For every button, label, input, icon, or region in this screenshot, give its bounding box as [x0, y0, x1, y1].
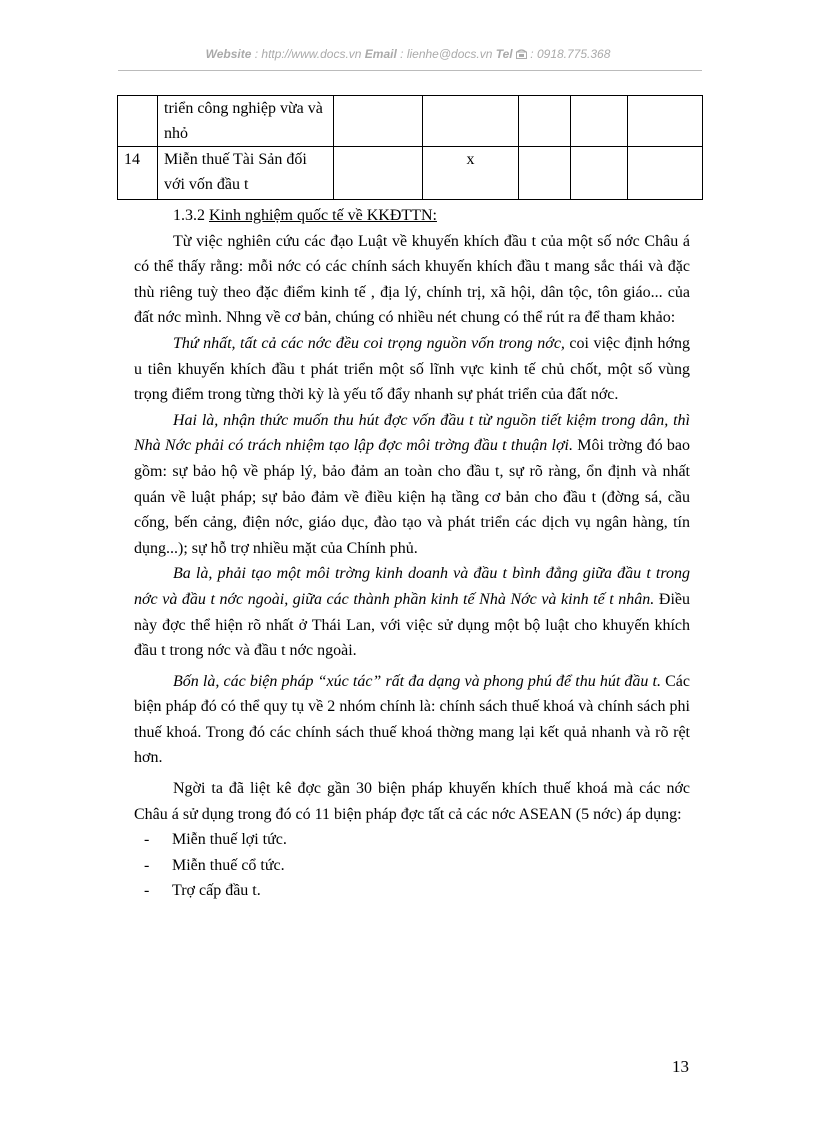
table-cell-text: triển công nghiệp vừa và nhỏ: [158, 96, 334, 147]
header-divider: [118, 70, 702, 71]
tel-value: : 0918.775.368: [526, 47, 611, 61]
list-item-text: Trợ cấp đầu t.: [172, 882, 261, 900]
body-text: [134, 203, 690, 904]
list-dash: -: [144, 856, 150, 874]
table-cell-mark: [423, 96, 519, 147]
phone-icon: [516, 48, 527, 62]
list-item-text: Miễn thuế cổ tức.: [172, 856, 285, 874]
tel-label: Tel: [495, 47, 513, 61]
section-number: 1.3.2: [173, 207, 209, 224]
paragraph-2-lead: Thứ nhất, tất cả các nớc đều coi trọng nguồn vốn trong nớc,: [173, 334, 565, 352]
paragraph-5-lead: Bốn là, các biện pháp “xúc tác” rất đa dạng và phong phú để thu hút đầu t.: [173, 672, 661, 690]
paragraph-5: [134, 669, 690, 771]
list-item-text: Miễn thuế lợi tức.: [172, 831, 287, 849]
paragraph-2-body: coi việc định hớng u tiên khuyến khích đầu t phát triển một số lĩnh vực kinh tế chủ chốt, một số vùng trọng điểm trong từng thời kỳ là yếu tố đẩy nhanh sự phát triển của đất nớc.: [134, 334, 690, 404]
list-item: [134, 878, 690, 904]
website-label: Website: [205, 47, 252, 61]
paragraph-4: [134, 561, 690, 663]
paragraph-3-lead: Hai là, nhận thức muốn thu hút đợc vốn đầu t từ nguồn tiết kiệm trong dân, thì Nhà Nớc phải có trách nhiệm tạo lập đợc môi trờng đầu t thuận lợi.: [134, 411, 690, 455]
table-row: [118, 147, 703, 200]
list-item: [134, 853, 690, 879]
page-header: [0, 47, 816, 62]
paragraph-6: Ngời ta đã liệt kê đợc gần 30 biện pháp khuyến khích thuế khoá mà các nớc Châu á sử dụng trong đó có 11 biện pháp đợc tất cả các nớc ASEAN (5 nớc) áp dụng:: [134, 780, 690, 823]
section-heading: [134, 203, 690, 229]
paragraph-3-body: Môi trờng đó bao gồm: sự bảo hộ về pháp lý, bảo đảm an toàn cho đầu t, sự rõ ràng, ổn định và nhất quán về luật pháp; sự bảo đảm về điều kiện hạ tầng cơ bản cho đầu t (đờng sá, cầu cống, bến cảng, điện nớc, giáo dục, đào tạo và phát triển các dịch vụ ngân hàng, tín dụng...); sự hỗ trợ nhiều mặt của Chính phủ.: [134, 437, 690, 557]
paragraph-3: [134, 408, 690, 562]
paragraph-5-body: Các biện pháp đó có thể quy tụ về 2 nhóm chính là: chính sách thuế khoá và chính sách phi thuế khoá. Trong đó các chính sách thuế khoá thờng mang lại kết quả nhanh và rõ rệt hơn.: [134, 672, 690, 767]
section-title: Kinh nghiệm quốc tế về KKĐTTN:: [209, 207, 437, 224]
page-number: 13: [672, 1057, 689, 1076]
incentive-list: [134, 827, 690, 904]
table-cell-text: Miễn thuế Tài Sản đối với vốn đầu t: [158, 147, 334, 200]
list-dash: -: [144, 831, 150, 849]
table-cell-number: 14: [118, 147, 158, 200]
incentive-table: [117, 95, 703, 200]
list-dash: -: [144, 882, 150, 900]
email-label: Email: [364, 47, 397, 61]
list-item: [134, 827, 690, 853]
website-value: : http://www.docs.vn: [251, 47, 365, 61]
table-row: [118, 96, 703, 147]
paragraph-4-lead: Ba là, phải tạo một môi trờng kinh doanh và đầu t bình đẳng giữa đầu t trong nớc và đầu t nớc ngoài, giữa các thành phần kinh tế Nhà Nớc và kinh tế t nhân.: [134, 565, 690, 608]
paragraph-4-body: Điều này đợc thể hiện rõ nhất ở Thái Lan, với việc sử dụng một bộ luật cho khuyến khích đầu t trong nớc và đầu t nớc ngoài.: [134, 590, 690, 660]
paragraph-1: Từ việc nghiên cứu các đạo Luật về khuyến khích đầu t của một số nớc Châu á có thể thấy rằng: mỗi nớc có các chính sách khuyến khích đầu t mang sắc thái và đặc thù riêng tuỳ theo đặc điểm kinh tế , địa lý, chính trị, xã hội, dân tộc, tôn giáo... của đất nớc mình. Nhng về cơ bản, chúng có nhiều nét chung có thể rút ra để tham khảo:: [134, 232, 690, 327]
table-cell-mark: x: [423, 147, 519, 200]
paragraph-2: [134, 331, 690, 408]
table-cell-number: [118, 96, 158, 147]
email-value: : lienhe@docs.vn: [396, 47, 496, 61]
